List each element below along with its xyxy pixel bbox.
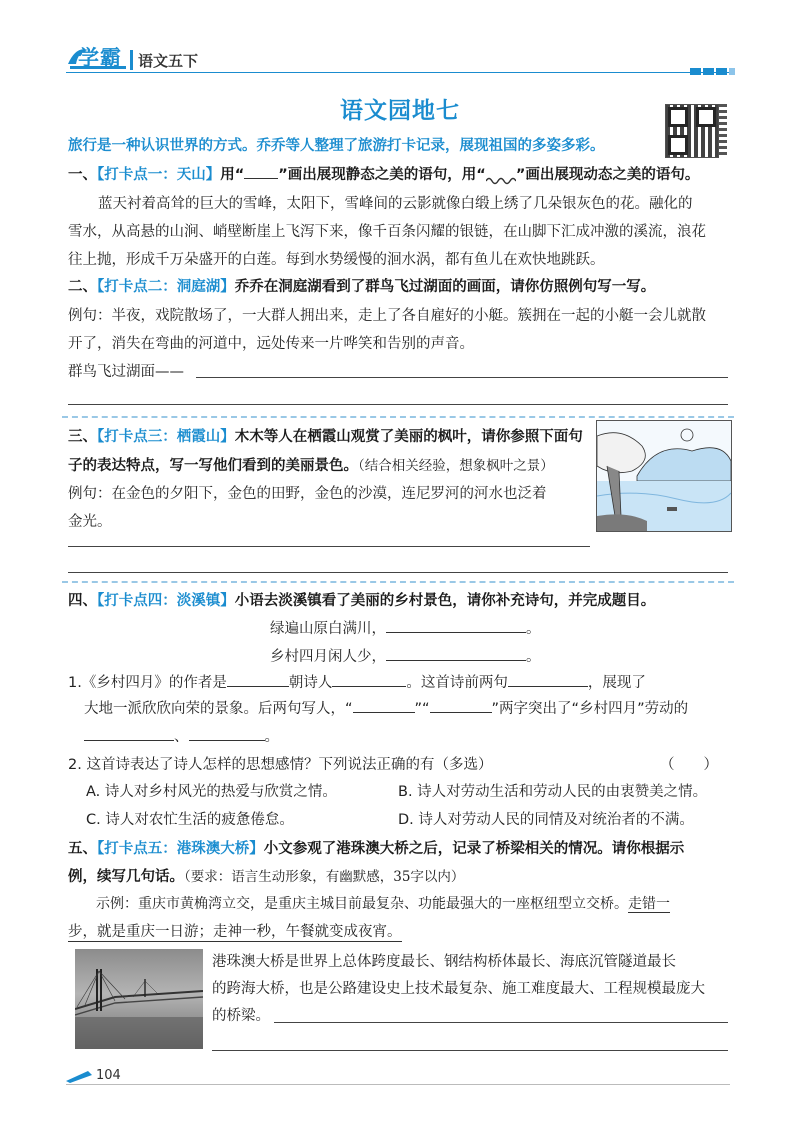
page-title: 语文园地七	[340, 98, 460, 124]
s4-question-1-line-1: 1.《乡村四月》的作者是 朝诗人 。这首诗前两句 ，展现了	[68, 671, 646, 692]
s2-answer-line-2[interactable]	[68, 404, 728, 405]
s5-passage-line-1: 港珠澳大桥是世界上总体跨度最长、钢结构桥体最长、海底沉管隧道最长	[212, 954, 676, 970]
section-3-question-line-2: 子的表达特点，写一写他们看到的美丽景色。（结合相关经验，想象枫叶之景）	[68, 458, 554, 474]
poem-line-2: 乡村四月闲人少， 。	[270, 645, 541, 666]
s2-example-line-1: 例句：半夜，戏院散场了，一大群人拥出来，走上了各自雇好的小艇。簇拥在一起的小艇一会儿就散	[68, 308, 706, 324]
s5-example-line-1: 示例：重庆市黄桷湾立交，是重庆主城目前最复杂、功能最强大的一座枢纽型立交桥。走错一	[96, 896, 670, 912]
s3-answer-line-1[interactable]	[68, 546, 590, 547]
s1-passage-line-3: 往上抛，形成千万朵盛开的白莲。每到水势缓慢的洄水涡，都有鱼儿在欢快地跳跃。	[68, 252, 605, 268]
s3-example-line-2: 金光。	[68, 514, 112, 530]
s5-answer-line-1[interactable]	[274, 1022, 728, 1023]
s4-question-1-line-3: 、 。	[84, 725, 279, 746]
header-logo	[66, 42, 130, 72]
poem-line-1: 绿遍山原白满川， 。	[270, 617, 541, 638]
wavy-underline-sample	[486, 167, 516, 179]
section-5-question-line-1: 五、【打卡点五：港珠澳大桥】小文参观了港珠澳大桥之后，记录了桥梁相关的情况。请你根据示	[68, 841, 685, 857]
footer-rule	[66, 1084, 730, 1085]
s2-answer-line-1[interactable]	[196, 377, 728, 378]
poet-blank[interactable]	[332, 672, 406, 687]
option-d[interactable]: D. 诗人对劳动人民的同情及对统治者的不满。	[398, 812, 694, 828]
author-blank[interactable]	[227, 672, 289, 687]
section-3-question-line-1: 三、【打卡点三：栖霞山】木木等人在栖霞山观赏了美丽的枫叶，请你参照下面句	[68, 429, 583, 445]
section-1-question: 一、【打卡点一：天山】用“ ”画出展现静态之美的语句，用“ ”画出展现动态之美的语句。	[68, 167, 700, 183]
qr-side-label	[719, 104, 727, 158]
section-2-question: 二、【打卡点二：洞庭湖】乔乔在洞庭湖看到了群鸟飞过湖面的画面，请你仿照例句写一写。	[68, 279, 656, 295]
s1-passage-line-2: 雪水，从高悬的山涧、峭壁断崖上飞泻下来，像千百条闪耀的银链，在山脚下汇成冲激的溪流，浪花	[68, 224, 706, 240]
option-c[interactable]: C. 诗人对农忙生活的疲惫倦怠。	[86, 812, 294, 828]
trait-blank-1[interactable]	[84, 726, 174, 741]
section-4-question: 四、【打卡点四：淡溪镇】小语去淡溪镇看了美丽的乡村景色，请你补充诗句，并完成题目。	[68, 593, 656, 609]
s3-answer-line-2[interactable]	[68, 572, 728, 573]
s4-question-1-line-2: 大地一派欣欣向荣的景象。后两句写人，“ ”“ ”两字突出了“乡村四月”劳动的	[84, 697, 688, 718]
logo-text: 学霸	[78, 46, 122, 70]
header-decor-blocks	[690, 60, 735, 79]
word-blank-1[interactable]	[353, 698, 415, 713]
maple-illustration	[596, 420, 732, 532]
straight-underline-sample	[244, 166, 278, 179]
header-divider	[130, 50, 133, 70]
trait-blank-2[interactable]	[189, 726, 265, 741]
header-book-title: 语文五下	[138, 52, 199, 70]
intro-text: 旅行是一种认识世界的方式。乔乔等人整理了旅游打卡记录，展现祖国的多姿多彩。	[68, 138, 605, 154]
bridge-photo	[75, 949, 203, 1049]
s3-example-line-1: 例句：在金色的夕阳下，金色的田野，金色的沙漠，连尼罗河的河水也泛着	[68, 486, 547, 502]
first-two-lines-blank[interactable]	[508, 672, 588, 687]
s5-passage-line-2: 的跨海大桥，也是公路建设史上技术最复杂、施工难度最大、工程规模最庞大	[212, 981, 705, 997]
section-5-question-line-2: 例，续写几句话。（要求：语言生动形象，有幽默感，35字以内）	[68, 869, 465, 885]
header-rule	[66, 72, 730, 73]
section-divider	[62, 416, 734, 418]
page-number: 104	[96, 1068, 121, 1083]
option-b[interactable]: B. 诗人对劳动生活和劳动人民的由衷赞美之情。	[398, 784, 708, 800]
s5-passage-line-3: 的桥梁。	[212, 1008, 270, 1024]
section-divider	[62, 581, 734, 583]
s1-passage-line-1: 蓝天衬着高耸的巨大的雪峰，太阳下，雪峰间的云影就像白缎上绣了几朵银灰色的花。融化的	[98, 196, 693, 212]
option-a[interactable]: A. 诗人对乡村风光的热爱与欣赏之情。	[86, 784, 337, 800]
poem-blank-2[interactable]	[386, 646, 526, 661]
word-blank-2[interactable]	[430, 698, 492, 713]
s2-answer-prompt: 群鸟飞过湖面——	[68, 364, 184, 380]
s5-example-line-2: 步，就是重庆一日游；走神一秒，午餐就变成夜宵。	[68, 920, 402, 942]
poem-blank-1[interactable]	[386, 618, 526, 633]
s4-question-2: 2. 这首诗表达了诗人怎样的思想感情？下列说法正确的有（多选）	[68, 757, 493, 773]
answer-paren[interactable]: （ ）	[660, 757, 718, 773]
s5-answer-line-2[interactable]	[212, 1050, 728, 1051]
s2-example-line-2: 开了，消失在弯曲的河道中，远处传来一片哗笑和告别的声音。	[68, 336, 474, 352]
qr-code[interactable]	[665, 104, 719, 158]
